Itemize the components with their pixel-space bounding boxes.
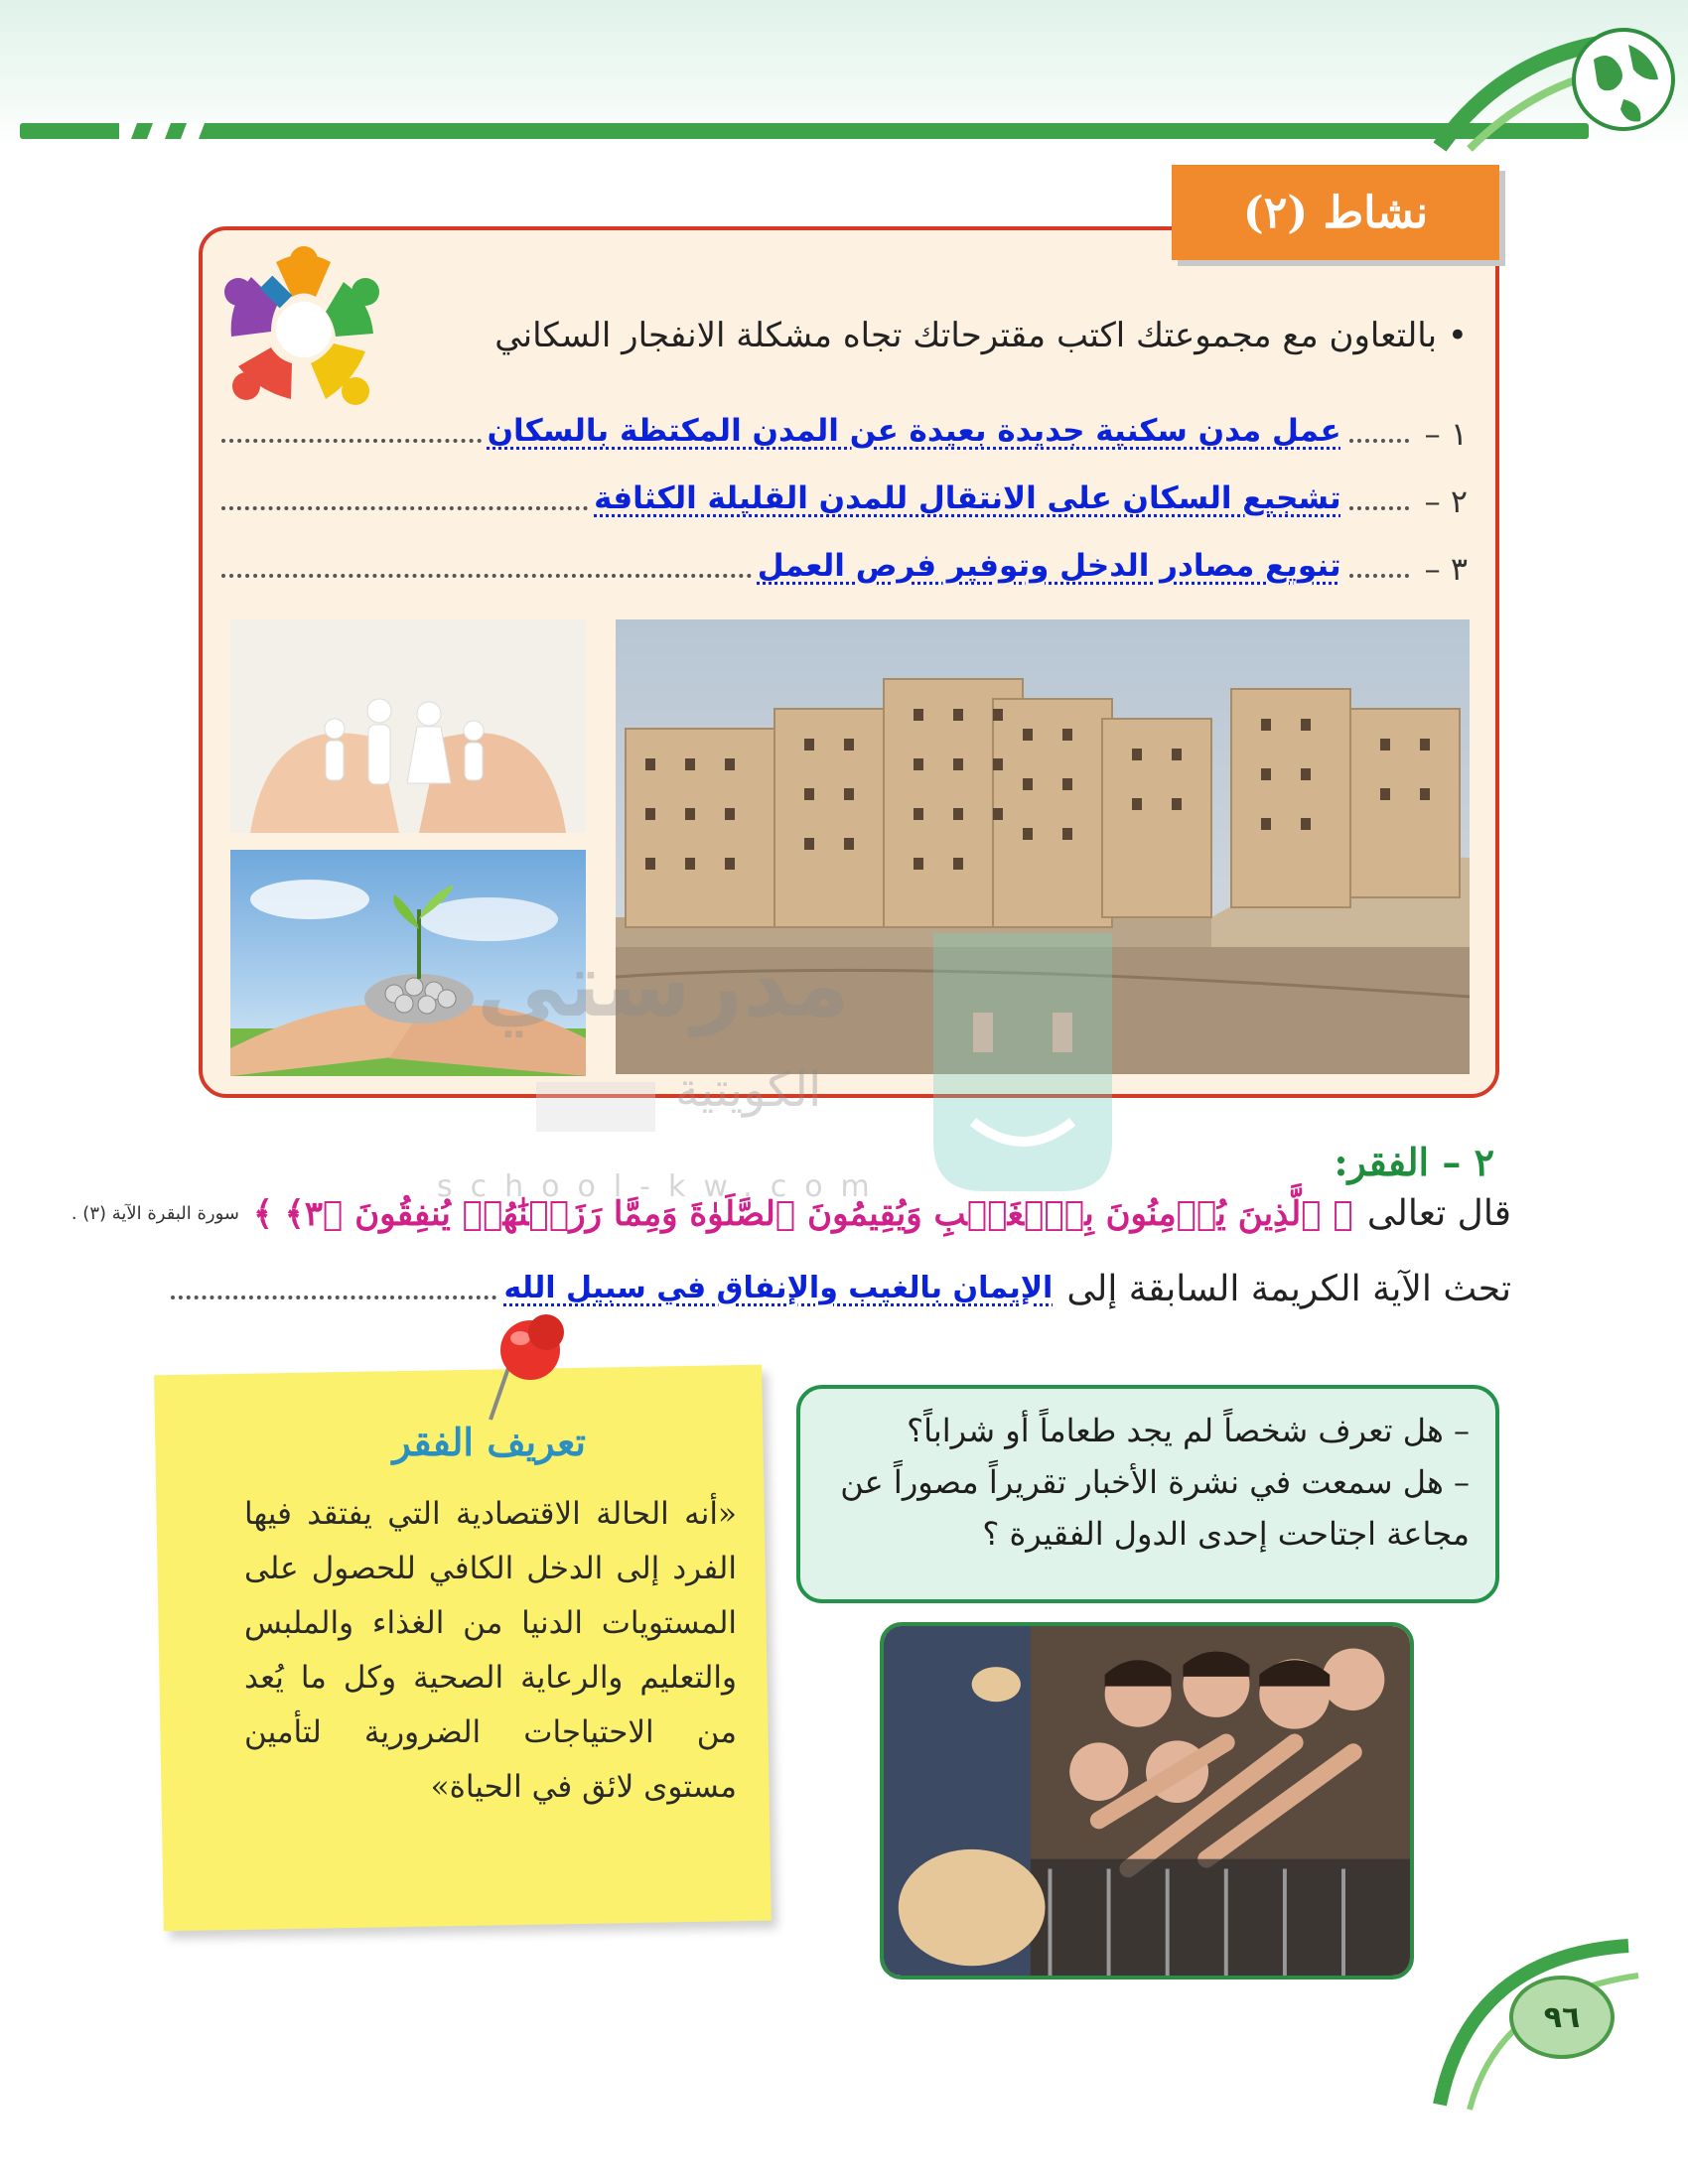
dotted-line — [1349, 425, 1409, 443]
statement-answer: الإيمان بالغيب والإنفاق في سبيل الله — [503, 1271, 1054, 1305]
dotted-line — [221, 492, 588, 510]
dotted-line — [221, 560, 752, 578]
dotted-line — [1349, 560, 1409, 578]
verse-intro: قال تعالى — [1366, 1193, 1511, 1234]
activity-instruction: • بالتعاون مع مجموعتك اكتب مقترحاتك تجاه مشكلة الانفجار السكاني — [494, 316, 1468, 355]
page-number: ٩٦ — [1509, 1976, 1615, 2059]
answer-text: تنويع مصادر الدخل وتوفير فرص العمل — [757, 548, 1341, 584]
definition-body: «أنه الحالة الاقتصادية التي يفتقد فيها الفرد إلى الدخل الكافي للحصول على المستويات الدنيا من الغذاء والملبس والتعليم والرعاية الصحية وكل ما يُعد من الاحتياجات الضرورية لتأمين مستوى لائق في الحياة» — [244, 1496, 737, 1805]
statement-lead: تحث الآية الكريمة السابقة إلى — [1066, 1269, 1511, 1309]
dotted-line — [221, 425, 482, 443]
answer-number: ١ – — [1424, 415, 1468, 453]
verse-row — [71, 1193, 1511, 1234]
activity-tab — [1172, 165, 1499, 260]
definition-title: تعريف الفقر — [392, 1420, 586, 1464]
dotted-line — [1349, 492, 1409, 510]
watermark-subtitle: الكويتية — [675, 1062, 822, 1118]
question-1: – هل تعرف شخصاً لم يجد طعاماً أو شراباً؟ — [907, 1412, 1470, 1449]
question-box — [796, 1385, 1499, 1603]
header-stripes — [119, 119, 228, 143]
watermark-brand: مدرستي — [477, 933, 850, 1037]
question-2-continued: مجاعة اجتاحت إحدى الدول الفقيرة ؟ — [982, 1515, 1470, 1553]
pushpin-icon — [469, 1308, 578, 1428]
answer-text: تشجيع السكان على الانتقال للمدن القليلة الكثافة — [594, 480, 1341, 516]
verse-reference: سورة البقرة الآية (٣) . — [70, 1203, 239, 1224]
hungry-children-photo — [880, 1622, 1414, 1979]
answer-text: عمل مدن سكنية جديدة بعيدة عن المدن المكتظة بالسكان — [487, 413, 1341, 449]
activity-title: نشاط (٢) — [1242, 187, 1429, 238]
header-divider — [20, 123, 1589, 139]
watermark — [417, 893, 1291, 1221]
globe-icon — [1430, 10, 1678, 159]
watermark-site: school-kw.com — [437, 1169, 888, 1204]
hands-family-photo — [230, 619, 586, 833]
answer-row-2[interactable] — [221, 471, 1468, 520]
section-heading: ٢ – الفقر: — [1334, 1140, 1494, 1184]
answer-number: ٣ – — [1424, 550, 1468, 588]
dotted-line — [171, 1282, 496, 1299]
quran-verse: ﴿ ٱلَّذِينَ يُؤۡمِنُونَ بِٱلۡغَيۡبِ وَيُقِيمُونَ ٱلصَّلَوٰةَ وَمِمَّا رَزَقۡنَٰهُمۡ يُنفِقُونَ ﴿٣﴾ ﴾ — [253, 1194, 1353, 1234]
question-2: – هل سمعت في نشرة الأخبار تقريراً مصوراً عن — [840, 1463, 1470, 1501]
answer-number: ٢ – — [1424, 482, 1468, 520]
answer-row-3[interactable] — [221, 538, 1468, 588]
teamwork-icon — [216, 242, 390, 416]
statement-row[interactable] — [171, 1269, 1511, 1309]
answer-row-1[interactable] — [221, 403, 1468, 453]
